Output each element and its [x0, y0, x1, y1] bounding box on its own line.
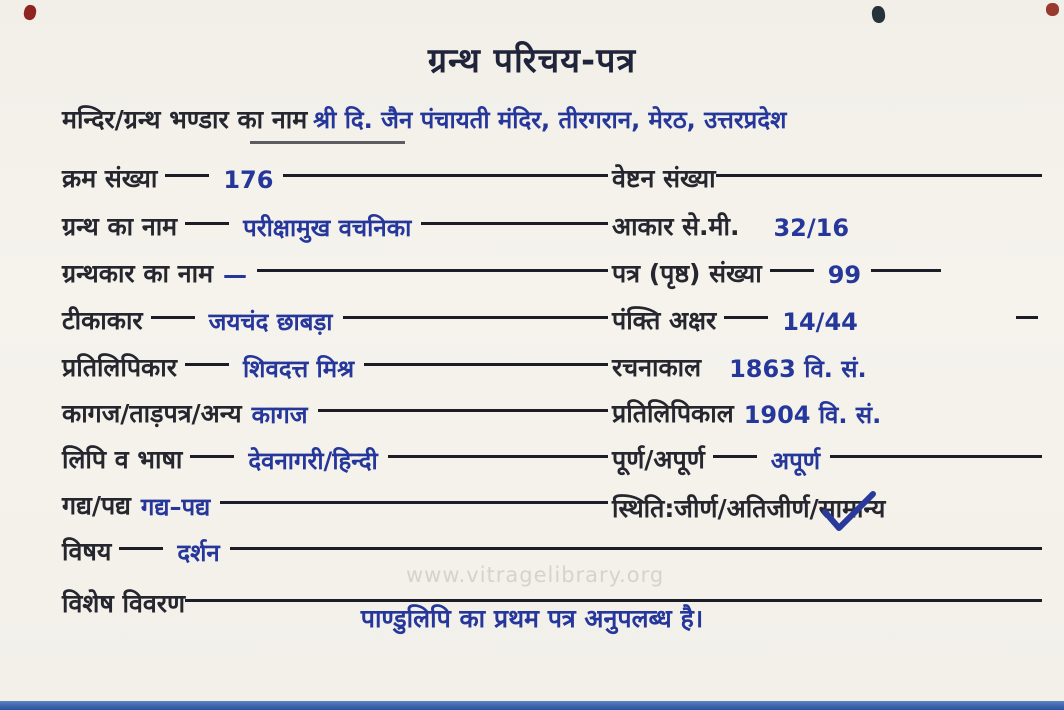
rule-line [871, 255, 941, 272]
row-prose-verse [62, 487, 608, 529]
material-value: कागज [251, 401, 308, 429]
condition-label: स्थिति:जीर्ण/अतिजीर्ण/ [612, 494, 819, 523]
row-author-name [62, 255, 608, 297]
copy-date-value: 1904 वि. सं. [743, 401, 882, 429]
rule-segment [151, 302, 195, 319]
commentator-value: जयचंद छाबड़ा [208, 308, 333, 336]
page-title: ग्रन्थ परिचय-पत्र [427, 41, 637, 81]
rule-line [421, 208, 608, 225]
granth-name-label: ग्रन्थ का नाम [62, 212, 178, 241]
rule-line [716, 160, 1042, 177]
lines-letters-value: 14/44 [782, 308, 858, 336]
script-language-label: लिपि व भाषा [62, 445, 183, 474]
commentator-label: टीकाकार [62, 306, 143, 335]
rule-line [830, 441, 1042, 458]
row-granth-name [62, 208, 608, 250]
rule-segment [190, 441, 234, 458]
rule-line [318, 395, 608, 412]
scan-mark-top-right [871, 5, 886, 24]
row-condition [612, 490, 1042, 532]
row-lines-letters [612, 302, 1042, 344]
rule-line [343, 302, 608, 319]
complete-incomplete-value: अपूर्ण [770, 447, 821, 475]
composition-date-value: 1863 वि. सं. [729, 355, 867, 383]
complete-incomplete-label: पूर्ण/अपूर्ण [612, 445, 705, 474]
serial-number-label: क्रम संख्या [62, 164, 158, 193]
row-folio-count [612, 255, 1042, 297]
serial-number-value: 176 [223, 166, 274, 194]
row-size-cm [612, 208, 1042, 250]
subject-value: दर्शन [177, 539, 220, 567]
header-underline [250, 141, 405, 144]
rule-segment [119, 533, 163, 550]
rule-segment [770, 255, 814, 272]
rule-line [257, 255, 608, 272]
row-copyist [62, 349, 608, 391]
row-composition-date [612, 349, 1042, 391]
row-copy-date [612, 395, 1042, 437]
condition-checked-option [819, 490, 886, 528]
scan-mark-top-left [23, 4, 38, 21]
rule-line [185, 585, 1042, 602]
folio-count-label: पत्र (पृष्ठ) संख्या [612, 259, 762, 288]
repository-name-label: मन्दिर/ग्रन्थ भण्डार का नाम [62, 105, 308, 134]
bundle-number-label: वेष्टन संख्या [612, 164, 716, 193]
copy-date-label: प्रतिलिपिकाल [612, 399, 734, 428]
lines-letters-label: पंक्ति अक्षर [612, 306, 717, 335]
rule-line [364, 349, 608, 366]
rule-line [283, 160, 608, 177]
special-details-value: पाण्डुलिपि का प्रथम पत्र अनुपलब्ध है। [360, 604, 704, 633]
prose-verse-label: गद्य/पद्य [62, 491, 131, 520]
composition-date-label: रचनाकाल [612, 353, 702, 382]
author-name-label: ग्रन्थकार का नाम [62, 259, 214, 288]
rule-line [388, 441, 608, 458]
watermark-text: www.vitragelibrary.org [406, 563, 665, 587]
repository-name-row [62, 100, 1047, 140]
row-serial-number [62, 160, 608, 202]
row-complete-incomplete [612, 441, 1042, 483]
subject-label: विषय [62, 537, 112, 566]
rule-segment [724, 302, 768, 319]
rule-line [220, 487, 608, 504]
scan-edge-bottom [0, 701, 1064, 710]
material-label: कागज/ताड़पत्र/अन्य [62, 399, 242, 428]
granth-name-value: परीक्षामुख वचनिका [243, 214, 412, 242]
script-language-value: देवनागरी/हिन्दी [248, 447, 378, 475]
row-script-language [62, 441, 608, 483]
prose-verse-value: गद्य–पद्य [140, 493, 211, 521]
rule-segment [185, 349, 229, 366]
folio-count-value: 99 [827, 261, 862, 289]
rule-segment [185, 208, 229, 225]
copyist-value: शिवदत्त मिश्र [242, 355, 355, 383]
scan-mark-corner-right [1046, 3, 1059, 16]
rule-segment [713, 441, 757, 458]
row-material [62, 395, 608, 437]
row-commentator [62, 302, 608, 344]
special-details-label: विशेष विवरण [62, 589, 186, 618]
size-cm-value: 32/16 [773, 214, 850, 242]
size-cm-label: आकार से.मी. [612, 212, 740, 241]
copyist-label: प्रतिलिपिकार [62, 353, 177, 382]
rule-line [230, 533, 1042, 550]
condition-option-label: सामान्य [818, 494, 886, 523]
row-bundle-number [612, 160, 1042, 202]
rule-segment [165, 160, 209, 177]
rule-segment [1016, 302, 1038, 319]
author-name-value: — [223, 261, 248, 289]
repository-name-value: श्री दि. जैन पंचायती मंदिर, तीरगरान, मेरठ, उत्तरप्रदेश [313, 106, 787, 134]
